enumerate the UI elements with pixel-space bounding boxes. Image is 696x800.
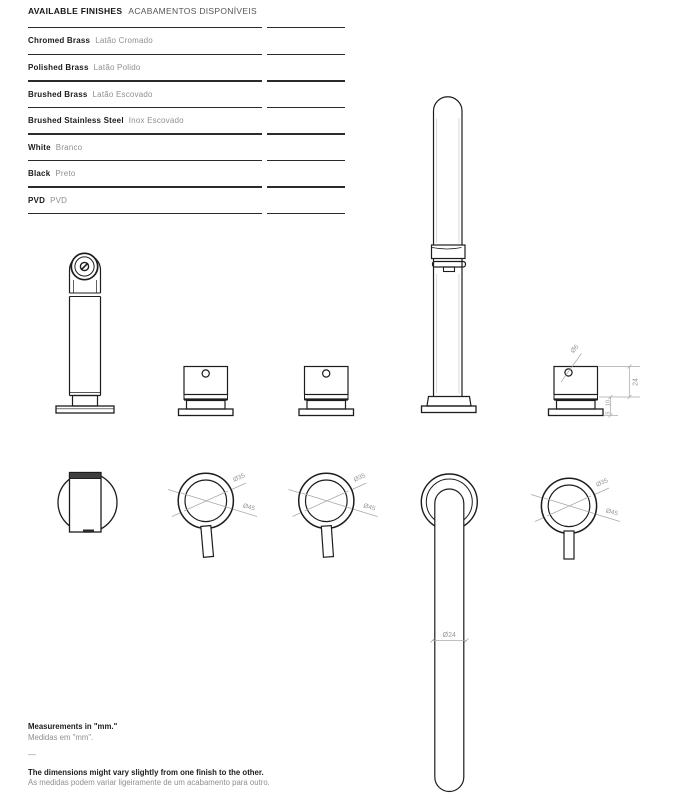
variation-note-pt: As medidas podem variar ligeiramente de um acabamento para outro. bbox=[28, 778, 270, 788]
finish-pt: Preto bbox=[55, 169, 76, 179]
finish-en: PVD bbox=[28, 195, 46, 205]
finish-pt: Latão Escovado bbox=[92, 89, 153, 99]
finish-en: Brushed Brass bbox=[28, 89, 88, 99]
dim-flange-height: 5 bbox=[605, 411, 612, 415]
dim-handle-height: 24 bbox=[632, 378, 640, 386]
finish-en: Black bbox=[28, 169, 51, 179]
dim-outer-diameter: Ø45 bbox=[362, 502, 377, 513]
handle-top-view bbox=[531, 477, 620, 559]
footer-notes bbox=[28, 722, 270, 789]
finish-en: Chromed Brass bbox=[28, 36, 91, 46]
finish-en: Brushed Stainless Steel bbox=[28, 116, 124, 126]
dim-outer-diameter: Ø45 bbox=[605, 507, 619, 518]
handle-side-view-dimensioned bbox=[549, 343, 641, 417]
variation-note-en: The dimensions might vary slightly from one finish to the other. bbox=[28, 767, 264, 777]
dim-screw-diameter: Ø6 bbox=[569, 343, 581, 355]
dim-inner-diameter: Ø35 bbox=[352, 472, 367, 484]
measurements-note-pt: Medidas em "mm". bbox=[28, 732, 94, 742]
dimension-labels bbox=[569, 343, 639, 414]
handspray-top-view bbox=[58, 473, 117, 533]
finish-en: White bbox=[28, 142, 51, 152]
page-title-en: AVAILABLE FINISHES bbox=[28, 6, 123, 16]
handle-side-view bbox=[299, 367, 354, 416]
handle-top-view bbox=[168, 472, 257, 557]
finish-pt: Branco bbox=[55, 142, 83, 152]
dimension-lines bbox=[561, 354, 640, 418]
handle-top-view bbox=[289, 472, 378, 557]
handspray-side-view bbox=[56, 253, 114, 413]
finish-pt: Latão Polido bbox=[93, 63, 141, 73]
dim-inner-diameter: Ø35 bbox=[232, 472, 247, 484]
finish-pt: Latão Cromado bbox=[95, 36, 153, 46]
dim-base-height: 10 bbox=[605, 399, 612, 407]
page-title-pt: ACABAMENTOS DISPONÍVEIS bbox=[128, 6, 257, 16]
measurements-note-en: Measurements in "mm." bbox=[28, 722, 118, 731]
footer-divider: — bbox=[28, 750, 36, 760]
finish-en: Polished Brass bbox=[28, 63, 89, 73]
dim-tube-diameter: Ø24 bbox=[442, 632, 456, 639]
spout-top-view bbox=[421, 474, 477, 792]
finish-pt: PVD bbox=[50, 195, 68, 205]
dim-inner-diameter: Ø35 bbox=[595, 477, 610, 489]
spout-side-view bbox=[422, 97, 477, 413]
handle-side-view bbox=[179, 367, 234, 416]
dim-outer-diameter: Ø45 bbox=[242, 502, 256, 513]
finish-pt: Inox Escovado bbox=[128, 116, 184, 126]
